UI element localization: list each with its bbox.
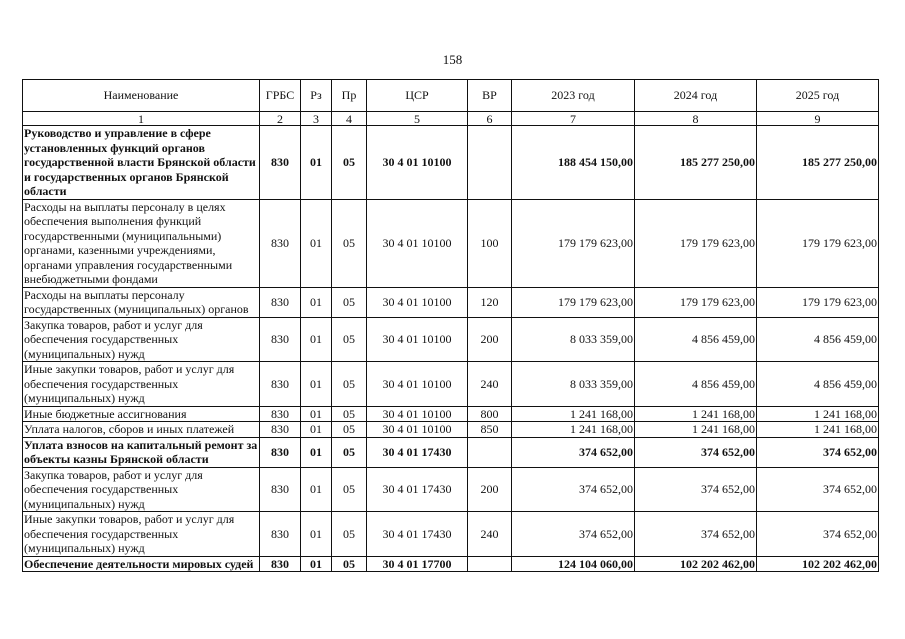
row-name: Иные закупки товаров, работ и услуг для обеспечения государственных (муниципальных) нужд (23, 362, 260, 407)
row-2025: 102 202 462,00 (757, 556, 879, 572)
row-2023: 8 033 359,00 (512, 317, 635, 362)
row-rz: 01 (301, 199, 332, 287)
row-vr (468, 126, 512, 200)
table-row (23, 422, 879, 438)
row-2023: 374 652,00 (512, 467, 635, 512)
row-vr: 240 (468, 362, 512, 407)
row-vr (468, 556, 512, 572)
row-2023: 1 241 168,00 (512, 406, 635, 422)
row-2024: 374 652,00 (635, 467, 757, 512)
row-pr: 05 (332, 362, 367, 407)
table-row (23, 362, 879, 407)
column-number: 4 (332, 112, 367, 126)
row-vr: 120 (468, 287, 512, 317)
row-grbs: 830 (260, 422, 301, 438)
row-2025: 4 856 459,00 (757, 317, 879, 362)
row-pr: 05 (332, 126, 367, 200)
row-pr: 05 (332, 287, 367, 317)
row-rz: 01 (301, 406, 332, 422)
row-vr: 240 (468, 512, 512, 557)
row-csr: 30 4 01 10100 (367, 199, 468, 287)
row-2023: 179 179 623,00 (512, 287, 635, 317)
row-grbs: 830 (260, 406, 301, 422)
table-row (23, 317, 879, 362)
row-rz: 01 (301, 556, 332, 572)
row-grbs: 830 (260, 287, 301, 317)
header-2024: 2024 год (635, 80, 757, 112)
row-csr: 30 4 01 10100 (367, 126, 468, 200)
table-row (23, 199, 879, 287)
page-number: 158 (442, 52, 463, 67)
header-2025: 2025 год (757, 80, 879, 112)
table-row (23, 126, 879, 200)
budget-table (22, 79, 879, 572)
header-pr: Пр (332, 80, 367, 112)
column-number: 7 (512, 112, 635, 126)
row-grbs: 830 (260, 362, 301, 407)
row-2023: 374 652,00 (512, 512, 635, 557)
row-name: Иные закупки товаров, работ и услуг для обеспечения государственных (муниципальных) нужд (23, 512, 260, 557)
row-vr (468, 437, 512, 467)
row-rz: 01 (301, 287, 332, 317)
row-grbs: 830 (260, 317, 301, 362)
row-2025: 4 856 459,00 (757, 362, 879, 407)
row-2024: 1 241 168,00 (635, 422, 757, 438)
row-grbs: 830 (260, 126, 301, 200)
row-2024: 4 856 459,00 (635, 362, 757, 407)
row-rz: 01 (301, 467, 332, 512)
row-2024: 179 179 623,00 (635, 199, 757, 287)
column-number: 1 (23, 112, 260, 126)
row-rz: 01 (301, 437, 332, 467)
row-vr: 800 (468, 406, 512, 422)
row-name: Руководство и управление в сфере установленных функций органов государственной власти Брянской области и государственных органов Брянской области (23, 126, 260, 200)
row-2025: 179 179 623,00 (757, 287, 879, 317)
row-grbs: 830 (260, 556, 301, 572)
column-number: 8 (635, 112, 757, 126)
row-csr: 30 4 01 17430 (367, 437, 468, 467)
column-number-row (23, 112, 879, 126)
row-2023: 8 033 359,00 (512, 362, 635, 407)
row-2025: 185 277 250,00 (757, 126, 879, 200)
table-row (23, 406, 879, 422)
row-pr: 05 (332, 406, 367, 422)
row-csr: 30 4 01 17700 (367, 556, 468, 572)
row-name: Закупка товаров, работ и услуг для обеспечения государственных (муниципальных) нужд (23, 467, 260, 512)
header-grbs: ГРБС (260, 80, 301, 112)
row-name: Уплата взносов на капитальный ремонт за объекты казны Брянской области (23, 437, 260, 467)
table-row (23, 467, 879, 512)
row-pr: 05 (332, 512, 367, 557)
row-csr: 30 4 01 17430 (367, 467, 468, 512)
row-csr: 30 4 01 10100 (367, 362, 468, 407)
header-vr: ВР (468, 80, 512, 112)
row-2025: 374 652,00 (757, 467, 879, 512)
row-2023: 124 104 060,00 (512, 556, 635, 572)
row-2023: 179 179 623,00 (512, 199, 635, 287)
row-csr: 30 4 01 10100 (367, 422, 468, 438)
row-pr: 05 (332, 199, 367, 287)
header-name: Наименование (23, 80, 260, 112)
row-rz: 01 (301, 317, 332, 362)
row-name: Закупка товаров, работ и услуг для обеспечения государственных (муниципальных) нужд (23, 317, 260, 362)
row-2023: 1 241 168,00 (512, 422, 635, 438)
row-vr: 100 (468, 199, 512, 287)
row-csr: 30 4 01 17430 (367, 512, 468, 557)
row-vr: 200 (468, 317, 512, 362)
row-csr: 30 4 01 10100 (367, 317, 468, 362)
table-row (23, 287, 879, 317)
header-csr: ЦСР (367, 80, 468, 112)
row-2025: 374 652,00 (757, 512, 879, 557)
table-row (23, 512, 879, 557)
row-2024: 102 202 462,00 (635, 556, 757, 572)
header-rz: Рз (301, 80, 332, 112)
row-2024: 374 652,00 (635, 437, 757, 467)
row-name: Обеспечение деятельности мировых судей (23, 556, 260, 572)
row-name: Расходы на выплаты персоналу государственных (муниципальных) органов (23, 287, 260, 317)
row-2025: 374 652,00 (757, 437, 879, 467)
row-rz: 01 (301, 512, 332, 557)
row-pr: 05 (332, 467, 367, 512)
column-number: 5 (367, 112, 468, 126)
row-rz: 01 (301, 362, 332, 407)
table-row (23, 437, 879, 467)
row-2025: 1 241 168,00 (757, 406, 879, 422)
column-number: 2 (260, 112, 301, 126)
row-pr: 05 (332, 556, 367, 572)
row-name: Иные бюджетные ассигнования (23, 406, 260, 422)
row-grbs: 830 (260, 512, 301, 557)
header-2023: 2023 год (512, 80, 635, 112)
row-2024: 179 179 623,00 (635, 287, 757, 317)
column-number: 6 (468, 112, 512, 126)
table-row (23, 556, 879, 572)
row-grbs: 830 (260, 437, 301, 467)
row-csr: 30 4 01 10100 (367, 406, 468, 422)
row-name: Расходы на выплаты персоналу в целях обеспечения выполнения функций государственными (муниципальными) органами, казенными учреждениями, органами управления государственными внебюджетными фондами (23, 199, 260, 287)
row-grbs: 830 (260, 199, 301, 287)
row-rz: 01 (301, 422, 332, 438)
row-rz: 01 (301, 126, 332, 200)
row-2024: 374 652,00 (635, 512, 757, 557)
row-pr: 05 (332, 437, 367, 467)
row-2025: 1 241 168,00 (757, 422, 879, 438)
row-2024: 4 856 459,00 (635, 317, 757, 362)
row-2025: 179 179 623,00 (757, 199, 879, 287)
row-2024: 1 241 168,00 (635, 406, 757, 422)
row-vr: 850 (468, 422, 512, 438)
column-number: 3 (301, 112, 332, 126)
row-pr: 05 (332, 422, 367, 438)
row-2024: 185 277 250,00 (635, 126, 757, 200)
row-csr: 30 4 01 10100 (367, 287, 468, 317)
table-header-row (23, 80, 879, 112)
row-grbs: 830 (260, 467, 301, 512)
row-2023: 374 652,00 (512, 437, 635, 467)
row-vr: 200 (468, 467, 512, 512)
row-name: Уплата налогов, сборов и иных платежей (23, 422, 260, 438)
row-pr: 05 (332, 317, 367, 362)
row-2023: 188 454 150,00 (512, 126, 635, 200)
column-number: 9 (757, 112, 879, 126)
